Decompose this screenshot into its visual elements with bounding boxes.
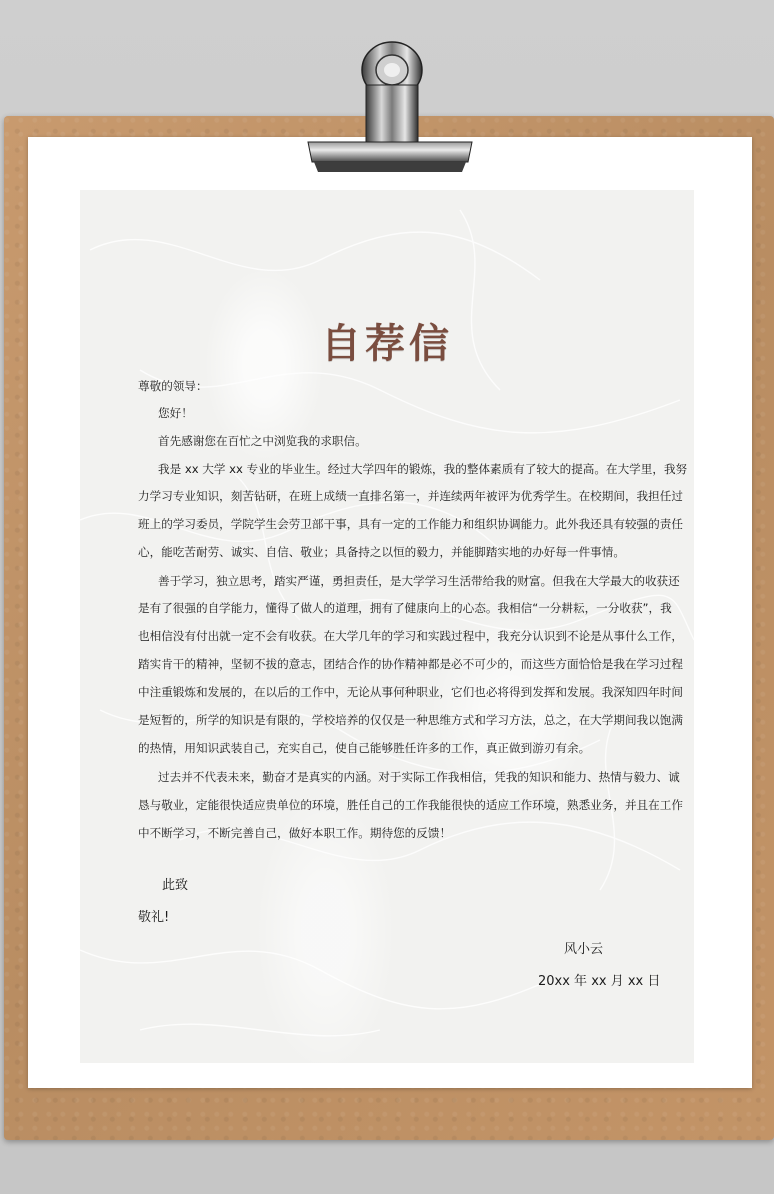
paragraph1-line: 我是 xx 大学 xx 专业的毕业生。经过大学四年的锻炼，我的整体素质有了较大的提高。在大学里，我努: [158, 462, 688, 476]
greeting: 您好！: [158, 406, 193, 420]
paragraph1-line: 心，能吃苦耐劳、诚实、自信、敬业；具备持之以恒的毅力，并能脚踏实地的办好每一件事情。: [138, 545, 625, 559]
paragraph2-line: 踏实肯干的精神，坚韧不拔的意志，团结合作的协作精神都是必不可少的，而这些方面恰恰是我在学习过程: [138, 657, 683, 671]
paragraph2-line: 的热情，用知识武装自己，充实自己，使自己能够胜任许多的工作，真正做到游刃有余。: [138, 741, 591, 755]
paragraph2-line: 是有了很强的自学能力，懂得了做人的道理，拥有了健康向上的心态。我相信“一分耕耘，一分收获”，我: [138, 601, 672, 615]
paragraph2-line: 中注重锻炼和发展的，在以后的工作中，无论从事何种职业，它们也必将得到发挥和发展。我深知四年时间: [138, 685, 683, 699]
salutation: 尊敬的领导：: [138, 379, 208, 393]
letter-title: 自荐信: [321, 320, 453, 367]
intro-line: 首先感谢您在百忙之中浏览我的求职信。: [158, 434, 367, 448]
paragraph3-line: 恳与敬业，定能很快适应贵单位的环境，胜任自己的工作我能很快的适应工作环境，熟悉业务，并且在工作: [138, 798, 683, 812]
paragraph1-line: 班上的学习委员，学院学生会劳卫部干事，具有一定的工作能力和组织协调能力。此外我还具有较强的责任: [138, 517, 683, 531]
paragraph2-line: 也相信没有付出就一定不会有收获。在大学几年的学习和实践过程中，我充分认识到不论是从事什么工作，: [138, 629, 683, 643]
paragraph3-line: 过去并不代表未来，勤奋才是真实的内涵。对于实际工作我相信，凭我的知识和能力、热情与毅力、诚: [158, 770, 680, 784]
binder-clip: [300, 30, 480, 180]
signature: 风小云: [564, 942, 604, 957]
paragraph3-line: 中不断学习，不断完善自己，做好本职工作。期待您的反馈！: [138, 826, 452, 840]
letter-date: 20xx 年 xx 月 xx 日: [538, 974, 661, 989]
paragraph2-line: 是短暂的，所学的知识是有限的，学校培养的仅仅是一种思维方式和学习方法，总之，在大学期间我以饱满: [138, 713, 683, 727]
paragraph2-line: 善于学习，独立思考，踏实严谨，勇担责任，是大学学习生活带给我的财富。但我在大学最大的收获还: [158, 574, 680, 588]
closing-salute: 敬礼!: [138, 910, 170, 925]
paragraph1-line: 力学习专业知识，刻苦钻研，在班上成绩一直排名第一，并连续两年被评为优秀学生。在校期间，我担任过: [138, 489, 683, 503]
closing-regards: 此致: [162, 878, 189, 893]
